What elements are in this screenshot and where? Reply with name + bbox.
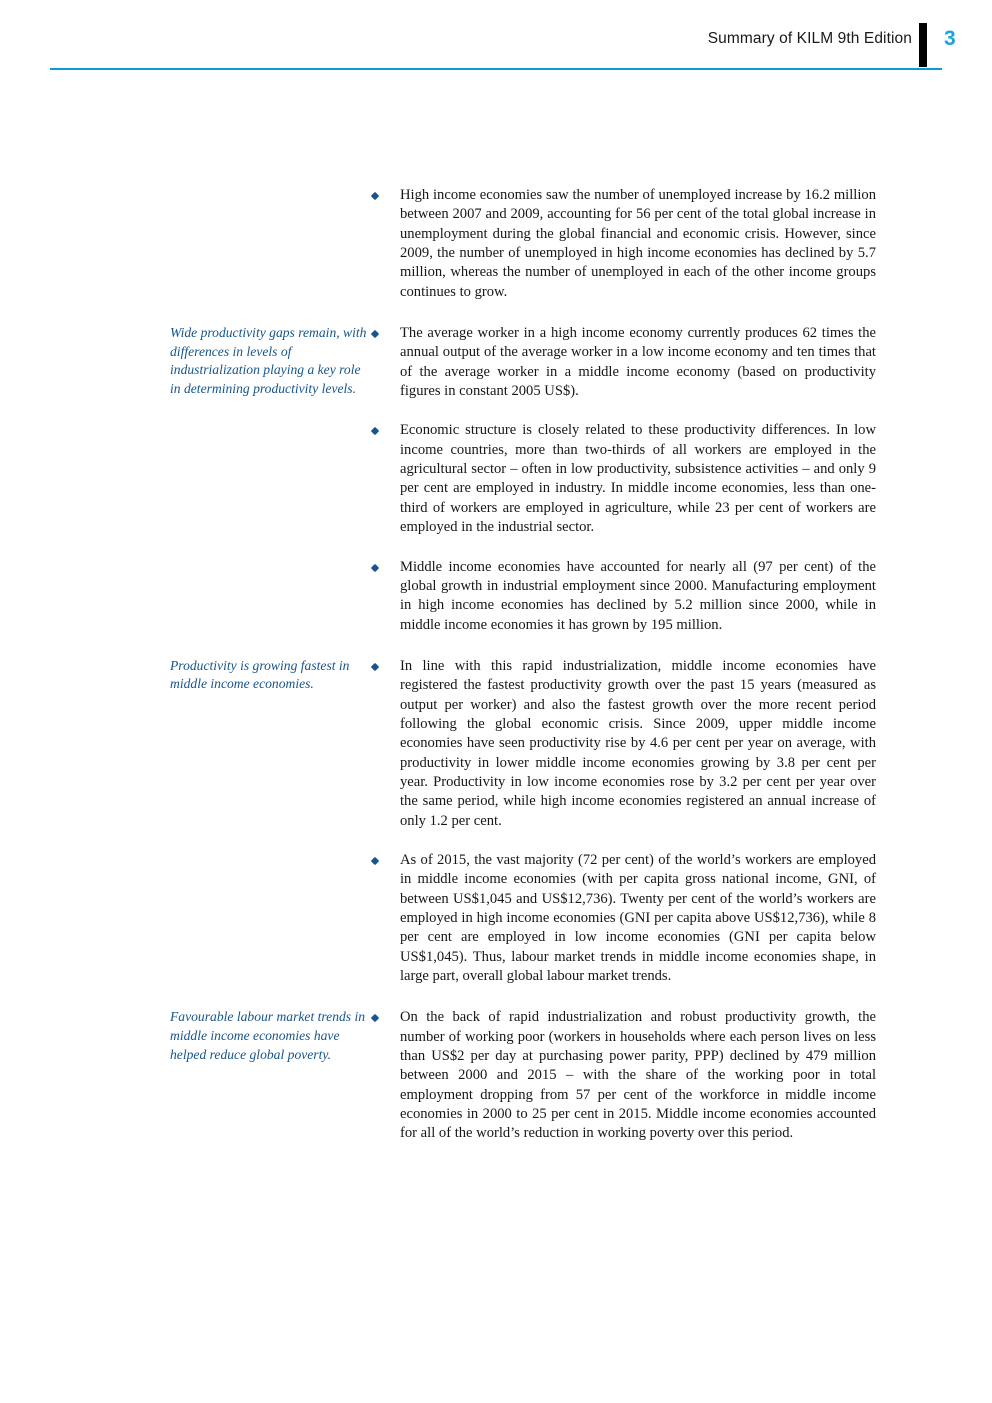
spacer	[0, 401, 992, 421]
bullet-text: The average worker in a high income economy currently produces 62 times the annual output of the average worker in a low income economy and ten times that of the average worker in a middle income economy (based on productivity figures in constant 2005 US$).	[400, 325, 876, 400]
margin-note-favourable-labour: Favourable labour market trends in middle income economies have helped reduce global poverty.	[170, 1009, 366, 1062]
content-row	[0, 324, 992, 401]
bullet-item	[368, 1008, 876, 1143]
bullet-marker-icon	[371, 1014, 379, 1022]
bullet-marker-icon	[371, 192, 379, 200]
bullet-text: On the back of rapid industrialization and robust productivity growth, the number of working poor (workers in households where each person lives on less than US$2 per day at purchasing power parity, PPP) declined by 479 million between 2000 and 2015 – with the share of the working poor in total employment dropping from 57 per cent of the workforce in middle income economies in 2000 to 25 per cent in 2015. Middle income economies accounted for all of the world’s reduction in working poverty over this period.	[400, 1009, 876, 1142]
bullet-marker-icon	[371, 663, 379, 671]
bullet-marker-icon	[371, 857, 379, 865]
content-row	[0, 421, 992, 537]
content-row	[0, 657, 992, 831]
header-title: Summary of KILM 9th Edition	[707, 30, 912, 47]
bullet-item	[368, 421, 876, 537]
page-body	[0, 186, 992, 1144]
spacer	[0, 831, 992, 851]
bullet-item	[368, 851, 876, 986]
spacer	[0, 635, 992, 657]
bullet-text: In line with this rapid industrialization, middle income economies have registered the fastest productivity growth over the past 15 years (measured as output per worker) and also the fastest growth over the more recent period following the global economic crisis. Since 2009, upper middle income economies have seen productivity rise by 4.6 per cent per year on average, with productivity in lower middle income economies growing by 3.8 per cent per year. Productivity in low income economies rose by 3.2 per cent per year over the same period, while high income economies registered an annual increase of only 1.2 per cent.	[400, 657, 876, 829]
bullet-item	[368, 558, 876, 635]
content-row	[0, 186, 992, 302]
content-row	[0, 851, 992, 986]
bullet-marker-icon	[371, 563, 379, 571]
page-header	[0, 0, 992, 80]
bullet-item	[368, 657, 876, 831]
bullet-item	[368, 186, 876, 302]
spacer	[0, 986, 992, 1008]
bullet-text: As of 2015, the vast majority (72 per cent) of the world’s workers are employed in middle income economies (with per capita gross national income, GNI, of between US$1,045 and US$12,736). Twenty per cent of the world’s workers are employed in high income economies (GNI per capita above US$12,736), while 8 per cent are employed in low income economies (GNI per capita below US$1,045). Thus, labour market trends in middle income economies shape, in large part, overall global labour market trends.	[400, 851, 876, 985]
margin-note-productivity-gaps: Wide productivity gaps remain, with differences in levels of industrialization playing a key role in determining productivity levels.	[170, 325, 367, 396]
bullet-text: High income economies saw the number of unemployed increase by 16.2 million between 2007 and 2009, accounting for 56 per cent of the total global increase in unemployment during the global financial and economic crisis. However, since 2009, the number of unemployed in high income economies has declined by 5.7 million, whereas the number of unemployed in each of the other income groups continues to grow.	[400, 187, 876, 300]
bullet-marker-icon	[371, 427, 379, 435]
bullet-item	[368, 324, 876, 401]
spacer	[0, 302, 992, 324]
content-row	[0, 1008, 992, 1143]
content-row	[0, 558, 992, 635]
header-horizontal-rule	[50, 68, 942, 70]
margin-note-productivity-growth: Productivity is growing fastest in middle income economies.	[170, 657, 350, 692]
header-divider-bar	[919, 23, 927, 67]
bullet-marker-icon	[371, 330, 379, 338]
bullet-text: Economic structure is closely related to these productivity differences. In low income countries, more than two-thirds of all workers are employed in the agricultural sector – often in low productivity, subsistence activities – and only 9 per cent are employed in industry. In middle income economies, less than one-third of workers are employed in agriculture, while 23 per cent of workers are employed in the industrial sector.	[400, 422, 876, 536]
spacer	[0, 538, 992, 558]
page-number: 3	[944, 27, 956, 50]
bullet-text: Middle income economies have accounted for nearly all (97 per cent) of the global growth in industrial employment since 2000. Manufacturing employment in high income economies has declined by 5.2 million since 2000, while in middle income economies it has grown by 195 million.	[400, 558, 876, 633]
